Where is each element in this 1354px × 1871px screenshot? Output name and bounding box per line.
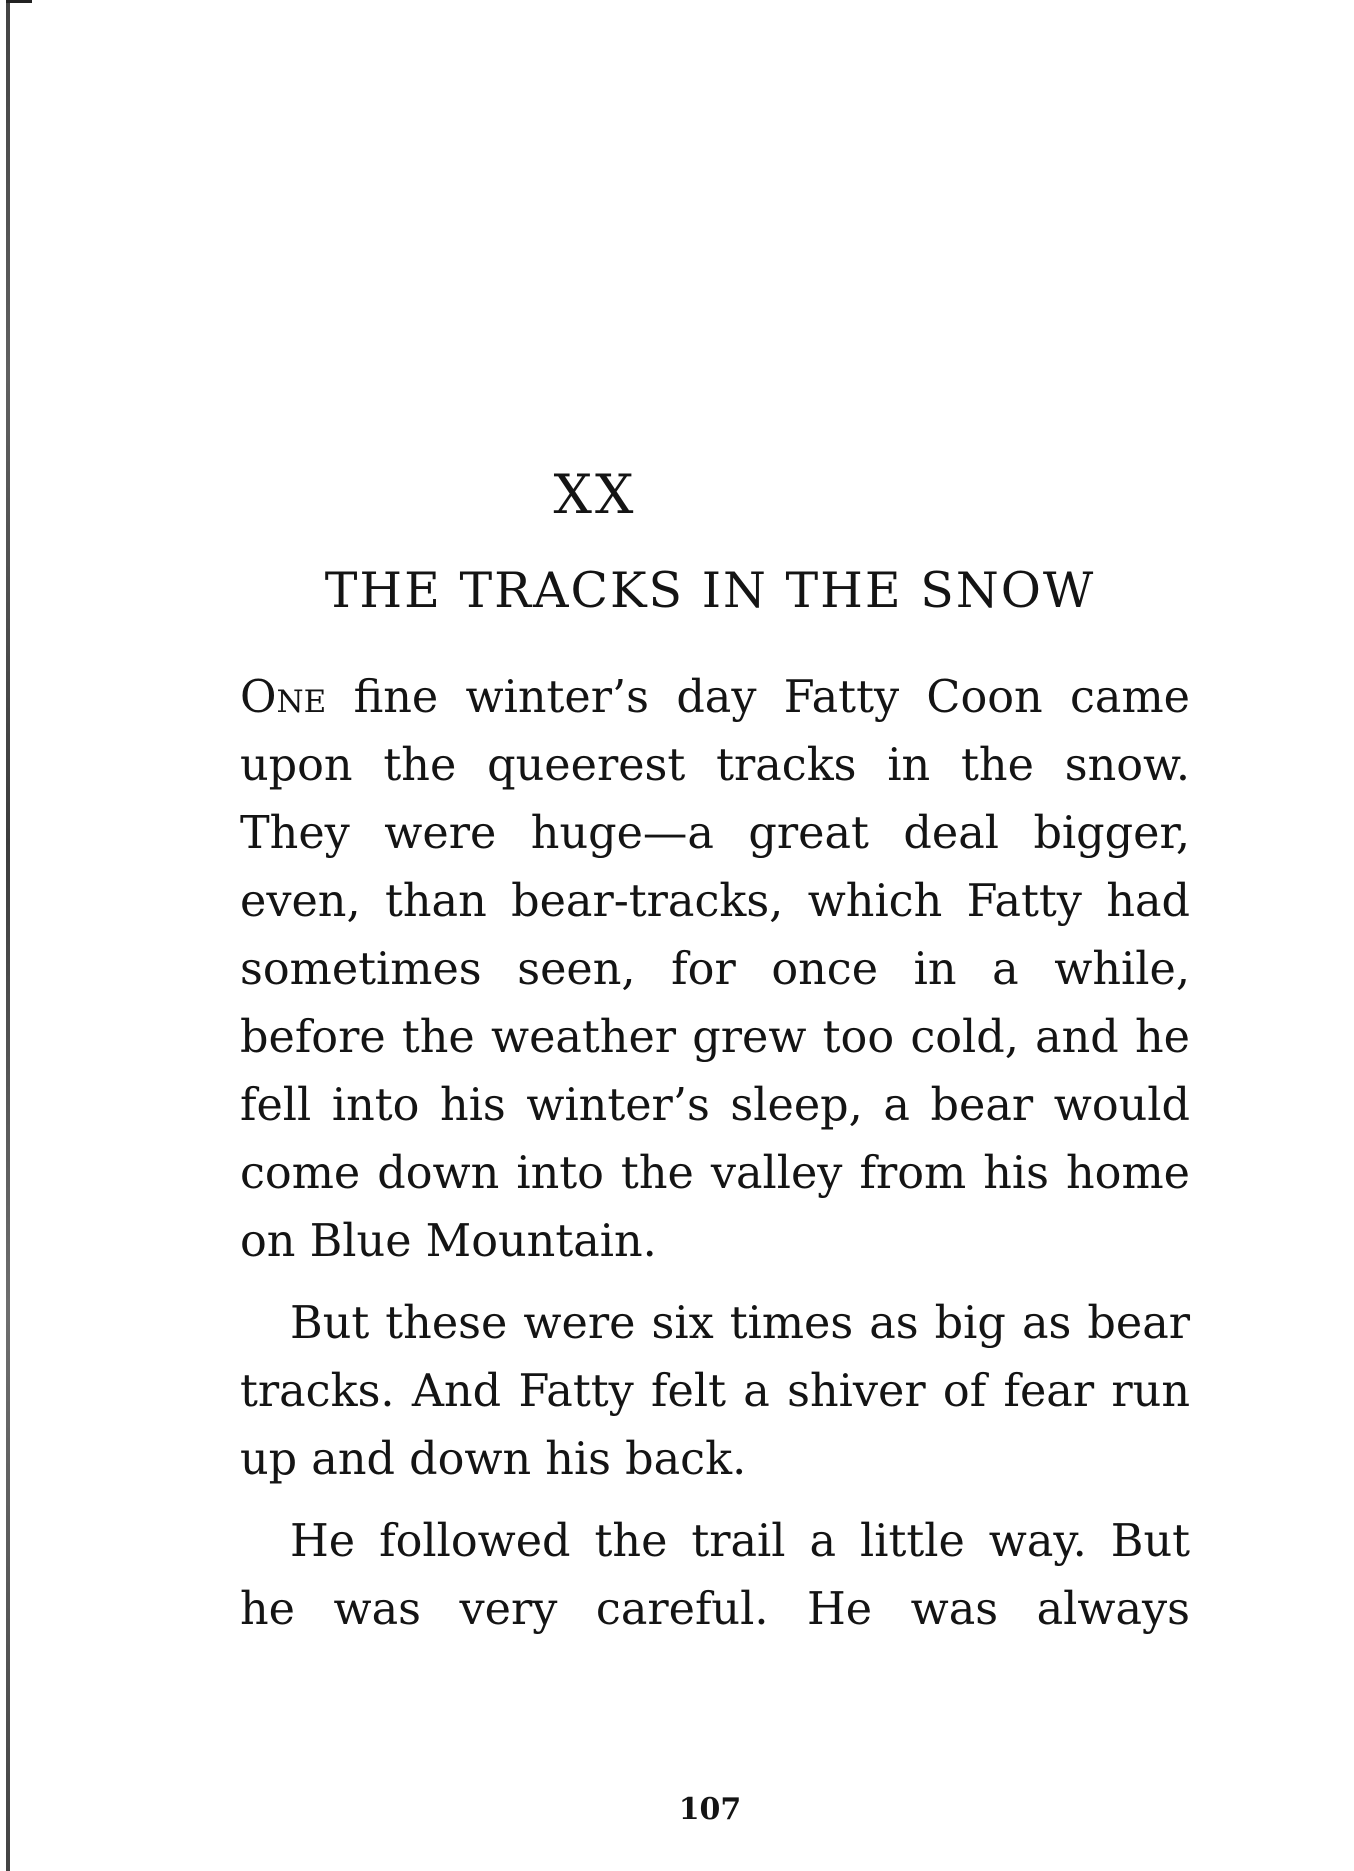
paragraph-lead-word: One bbox=[240, 672, 327, 723]
paragraph-2: But these were six times as big as bear tracks. And Fatty felt a shiver of fear run up and down his back. bbox=[240, 1298, 1190, 1485]
body-text bbox=[240, 664, 1190, 1658]
chapter-number: XX bbox=[553, 463, 637, 526]
paragraph-1-text: fine winter’s day Fatty Coon came upon the queerest tracks in the snow. They were huge—a great deal bigger, even, than bear-tracks, which Fatty had sometimes seen, for once in a while, before the weather grew too cold, and he fell into his winter’s sleep, a bear would come down into the valley from his home on Blue Mountain. bbox=[240, 672, 1190, 1267]
paragraph-3: He followed the trail a little way. But he was very careful. He was always bbox=[240, 1516, 1190, 1635]
chapter-title: THE TRACKS IN THE SNOW bbox=[324, 562, 1096, 619]
page-number: 107 bbox=[678, 1792, 742, 1827]
paragraph-1 bbox=[240, 664, 1190, 1276]
binding-edge-corner bbox=[6, 0, 32, 3]
binding-edge bbox=[6, 0, 10, 1871]
